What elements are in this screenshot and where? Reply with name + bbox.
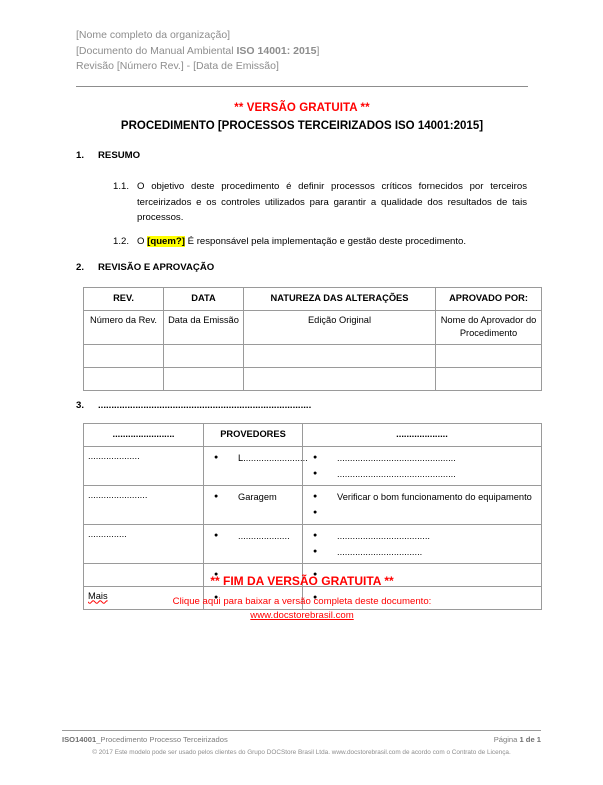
section-2-label: REVISÃO E APROVAÇÃO [98, 262, 215, 273]
paragraph-1-1-number: 1.1. [113, 181, 130, 192]
revision-cell-data-2[interactable] [164, 344, 244, 367]
providers-cell-col1-1[interactable]: .................... [84, 446, 204, 485]
providers-cell-col3-1[interactable] [303, 446, 542, 485]
list-item[interactable]: ● ................................. [321, 544, 537, 560]
table-row [84, 310, 542, 344]
providers-cell-col3-3[interactable] [303, 524, 542, 563]
paragraph-1-2-text [137, 234, 527, 250]
footer-divider-rule [62, 730, 541, 731]
revision-cell-aprovado-3[interactable] [436, 367, 542, 390]
revision-cell-aprovado-1[interactable]: Nome do Aprovador do Procedimento [436, 310, 542, 344]
header-organization-line: [Nome completo da organização] [76, 29, 231, 41]
section-1-heading [76, 150, 140, 161]
revision-cell-aprovado-2[interactable] [436, 344, 542, 367]
page-footer [62, 735, 541, 744]
revision-approval-table [83, 287, 542, 391]
section-2-number: 2. [76, 262, 85, 273]
header-revision-line: Revisão [Número Rev.] - [Data de Emissão] [76, 60, 279, 72]
list-item[interactable]: ● Garagem [222, 489, 298, 505]
revision-header-natureza: NATUREZA DAS ALTERAÇÕES [244, 288, 436, 311]
providers-header-provedores: PROVEDORES [204, 424, 303, 447]
providers-cell-col2-1[interactable] [204, 446, 308, 485]
providers-cell-col1-2[interactable]: ....................... [84, 485, 204, 524]
revision-cell-natureza-2[interactable] [244, 344, 436, 367]
revision-table-header-row [84, 288, 542, 311]
paragraph-1-2-post: É responsável pela implementação e gestão deste procedimento. [184, 236, 467, 247]
promo-subtitle: Clique aqui para baixar a versão completa deste documento: [172, 596, 432, 607]
footer-document-id [62, 735, 228, 744]
section-1-label: RESUMO [98, 150, 141, 161]
list-item[interactable]: ● L......................... [222, 450, 298, 466]
revision-cell-natureza-3[interactable] [244, 367, 436, 390]
paragraph-1-1 [113, 179, 527, 226]
footer-doc-id-bold: ISO14001 [62, 735, 97, 744]
table-row [84, 367, 542, 390]
document-title: PROCEDIMENTO [PROCESSOS TERCEIRIZADOS ISO 14001:2015] [120, 120, 484, 132]
revision-cell-rev-2[interactable] [84, 344, 164, 367]
paragraph-1-2 [113, 234, 527, 250]
table-row [84, 344, 542, 367]
providers-bullet-list [208, 528, 298, 544]
list-item[interactable]: ● .................................... [321, 528, 537, 544]
footer-copyright: © 2017 Este modelo pode ser usado pelos clientes do Grupo DOCStore Brasil Ltda. www.docstorebrasil.com de acordo com o Contrato de Licença. [92, 749, 511, 756]
list-item[interactable]: ● .............................................. [321, 466, 537, 482]
providers-bullet-list [307, 450, 537, 482]
paragraph-1-2-number: 1.2. [113, 236, 130, 247]
section-2-heading [76, 262, 214, 273]
revision-cell-data-1[interactable]: Data da Emissão [164, 310, 244, 344]
footer-doc-id-rest: _Procedimento Processo Terceirizados [96, 735, 228, 744]
section-3-heading [76, 400, 311, 411]
table-row [84, 485, 542, 524]
paragraph-1-2-pre: O [137, 236, 148, 247]
providers-bullet-list [307, 489, 537, 521]
revision-cell-rev-3[interactable] [84, 367, 164, 390]
footer-page-number [494, 735, 541, 744]
revision-cell-rev-1[interactable]: Número da Rev. [84, 310, 164, 344]
providers-bullet-list [307, 528, 537, 560]
providers-cell-col1-3[interactable]: ............... [84, 524, 204, 563]
revision-cell-data-3[interactable] [164, 367, 244, 390]
revision-cell-natureza-1[interactable]: Edição Original [244, 310, 436, 344]
list-item[interactable]: ● .................... [222, 528, 298, 544]
section-3-number: 3. [76, 400, 85, 411]
placeholder-highlight-quem: [quem?] [147, 236, 185, 247]
header-manual-pre: [Documento do Manual Ambiental [76, 44, 237, 57]
header-iso-standard: ISO 14001: 2015 [236, 44, 317, 57]
header-divider-rule [76, 86, 528, 87]
document-header [76, 28, 528, 75]
revision-header-data: DATA [164, 288, 244, 311]
list-item[interactable]: ● .............................................. [321, 450, 537, 466]
providers-bullet-list [208, 489, 298, 505]
providers-cell-col3-2[interactable] [303, 485, 542, 524]
footer-page-prefix: Página [493, 735, 520, 744]
providers-table-header-row [84, 424, 542, 447]
list-item[interactable] [321, 505, 537, 521]
list-item[interactable]: ● Verificar o bom funcionamento do equipamento [321, 489, 537, 505]
section-3-label: ................................................................................ [98, 400, 312, 411]
misspelled-word-mais: Mais [88, 590, 108, 601]
header-manual-post: ] [316, 44, 320, 57]
revision-header-rev: REV. [84, 288, 164, 311]
header-manual-line [76, 44, 528, 60]
download-link[interactable]: www.docstorebrasil.com [250, 610, 354, 621]
providers-cell-col2-3[interactable] [204, 524, 303, 563]
promo-end-banner: ** FIM DA VERSÃO GRATUITA ** [210, 574, 394, 588]
free-version-banner: ** VERSÃO GRATUITA ** [234, 102, 370, 114]
providers-bullet-list [208, 450, 308, 466]
paragraph-1-1-text: O objetivo deste procedimento é definir processos críticos fornecidos por terceiros terceirizados e os controles utilizados para garantir a qualidade dos resultados de tais processos. [137, 181, 527, 223]
providers-header-col1: ........................ [84, 424, 204, 447]
promo-link-wrapper [60, 610, 544, 621]
section-1-number: 1. [76, 150, 85, 161]
providers-cell-col2-2[interactable] [204, 485, 303, 524]
revision-header-aprovado: APROVADO POR: [436, 288, 542, 311]
table-row [84, 446, 542, 485]
table-row [84, 524, 542, 563]
footer-page-value: 1 de 1 [519, 735, 541, 744]
providers-header-col3: .................... [303, 424, 542, 447]
